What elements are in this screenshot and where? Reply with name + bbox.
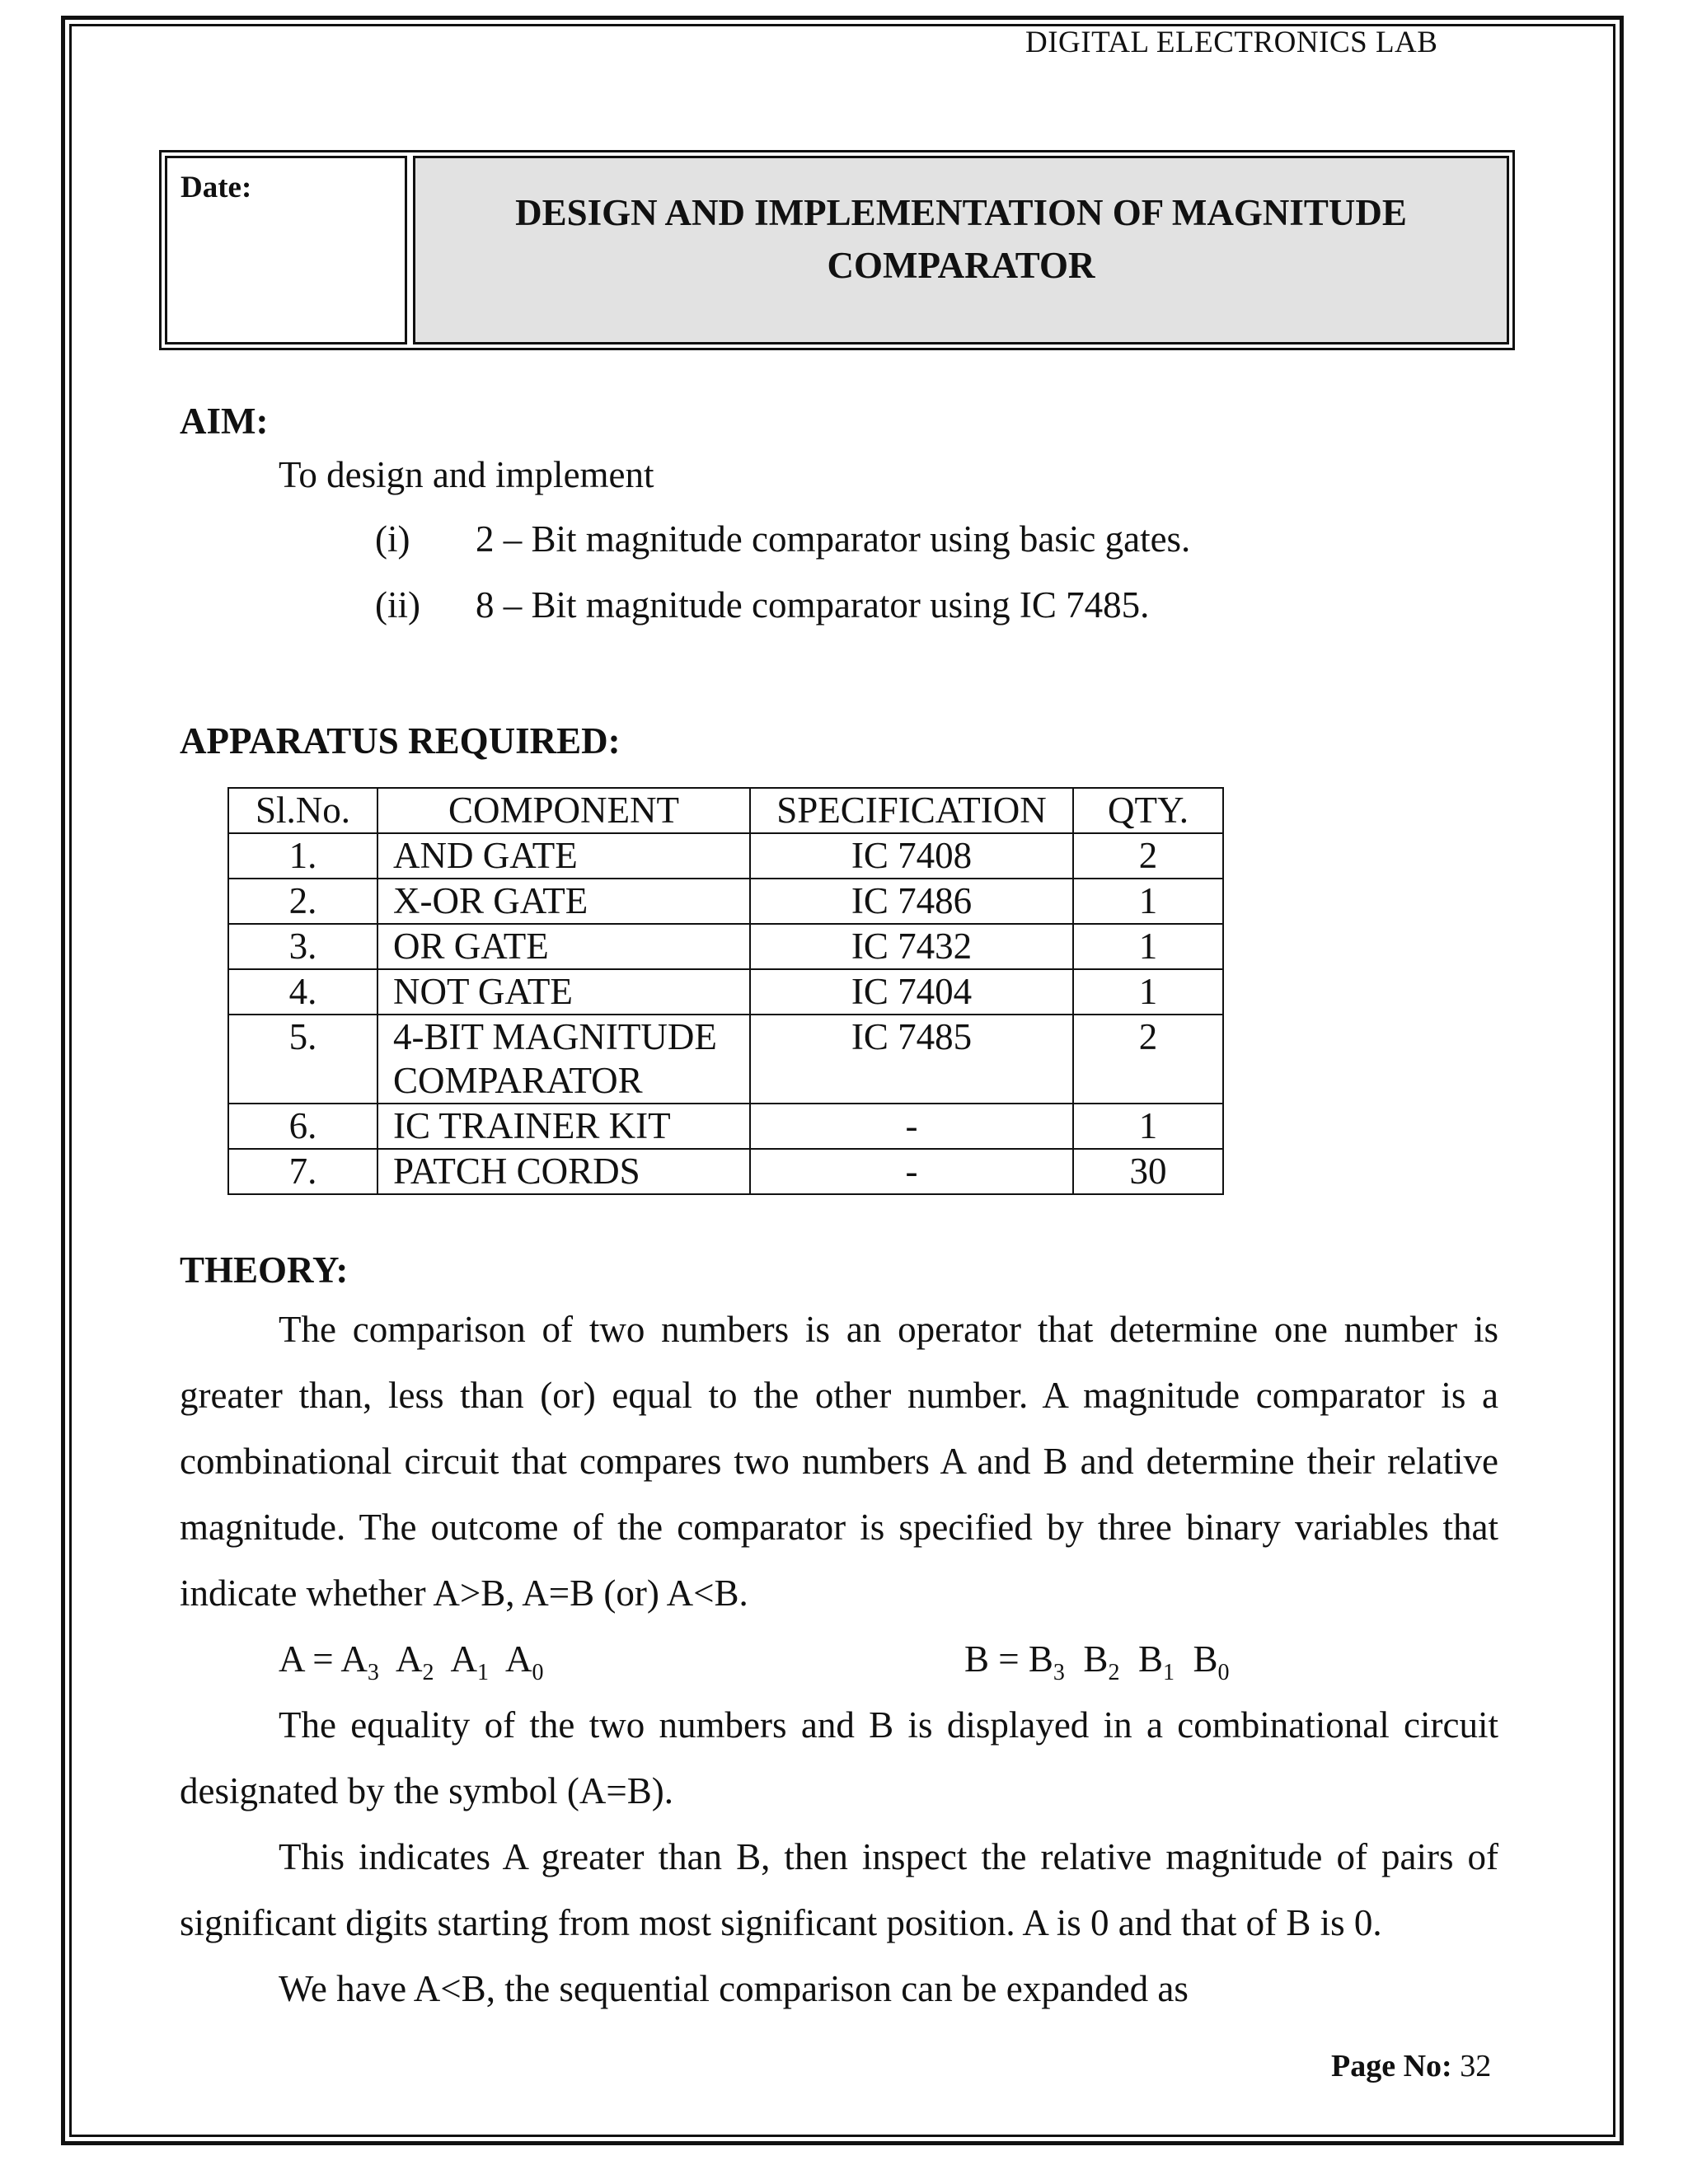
equation-a-lhs: A = A bbox=[279, 1638, 368, 1680]
title-cell bbox=[413, 156, 1509, 344]
table-row bbox=[228, 879, 1223, 924]
date-cell bbox=[165, 156, 407, 344]
subscript: 2 bbox=[422, 1660, 434, 1685]
experiment-title bbox=[515, 186, 1407, 292]
apparatus-table bbox=[227, 787, 1224, 1195]
cell-component-line-1: 4-BIT MAGNITUDE bbox=[393, 1016, 717, 1057]
cell-slno: 4. bbox=[228, 969, 377, 1015]
symbol: A bbox=[505, 1638, 532, 1680]
equation-b bbox=[964, 1626, 1229, 1706]
theory-paragraph: We have A<B, the sequential comparison can be expanded as bbox=[279, 1968, 1189, 2009]
running-head: DIGITAL ELECTRONICS LAB bbox=[1025, 26, 1438, 59]
aim-heading: AIM: bbox=[180, 401, 269, 442]
table-row bbox=[228, 1104, 1223, 1149]
cell-qty: 30 bbox=[1073, 1149, 1223, 1194]
aim-item-number: (ii) bbox=[375, 584, 420, 626]
aim-intro: To design and implement bbox=[279, 454, 654, 495]
table-row bbox=[228, 924, 1223, 969]
equation-row bbox=[180, 1626, 1498, 1692]
apparatus-heading: APPARATUS REQUIRED: bbox=[180, 720, 621, 762]
cell-slno: 7. bbox=[228, 1149, 377, 1194]
cell-component: X-OR GATE bbox=[377, 879, 750, 924]
cell-qty: 1 bbox=[1073, 969, 1223, 1015]
table-header-row bbox=[228, 788, 1223, 833]
title-line-2: COMPARATOR bbox=[827, 244, 1095, 286]
symbol: B bbox=[1137, 1638, 1163, 1680]
aim-item bbox=[375, 583, 1149, 626]
page-number-value: 32 bbox=[1460, 2049, 1492, 2083]
aim-item bbox=[375, 518, 1190, 560]
title-line-1: DESIGN AND IMPLEMENTATION OF MAGNITUDE bbox=[515, 191, 1407, 233]
theory-paragraph: The equality of the two numbers and B is displayed in a combinational circuit designated by the symbol (A=B). bbox=[180, 1704, 1498, 1811]
theory-paragraph: The comparison of two numbers is an operator that determine one number is greater than, less than (or) equal to the other number. A magnitude comparator is a combinational circuit that compares two numbers A and B and determine their relative magnitude. The outcome of the comparator is specified by three binary variables that indicate whether A>B, A=B (or) A<B. bbox=[180, 1309, 1498, 1614]
cell-component: NOT GATE bbox=[377, 969, 750, 1015]
subscript: 3 bbox=[1053, 1660, 1065, 1685]
cell-slno: 6. bbox=[228, 1104, 377, 1149]
title-box bbox=[159, 150, 1515, 350]
cell-specification: IC 7404 bbox=[750, 969, 1073, 1015]
cell-qty: 1 bbox=[1073, 924, 1223, 969]
cell-slno: 2. bbox=[228, 879, 377, 924]
aim-item-text: 2 – Bit magnitude comparator using basic gates. bbox=[476, 518, 1191, 560]
cell-specification: - bbox=[750, 1149, 1073, 1194]
cell-component: OR GATE bbox=[377, 924, 750, 969]
cell-specification: IC 7486 bbox=[750, 879, 1073, 924]
aim-item-number: (i) bbox=[375, 518, 410, 560]
subscript: 3 bbox=[367, 1660, 379, 1685]
subscript: 0 bbox=[532, 1660, 544, 1685]
column-header-qty: QTY. bbox=[1073, 788, 1223, 833]
subscript: 2 bbox=[1108, 1660, 1120, 1685]
cell-qty: 1 bbox=[1073, 879, 1223, 924]
column-header-specification: SPECIFICATION bbox=[750, 788, 1073, 833]
symbol: B bbox=[1193, 1638, 1218, 1680]
equation-a bbox=[279, 1626, 544, 1706]
cell-qty: 1 bbox=[1073, 1104, 1223, 1149]
cell-component bbox=[377, 1015, 750, 1104]
cell-component: IC TRAINER KIT bbox=[377, 1104, 750, 1149]
symbol: A bbox=[395, 1638, 423, 1680]
table-row bbox=[228, 1015, 1223, 1104]
cell-specification: - bbox=[750, 1104, 1073, 1149]
cell-component-line-2: COMPARATOR bbox=[393, 1060, 643, 1101]
table-row bbox=[228, 833, 1223, 879]
theory-body bbox=[180, 1296, 1498, 2022]
column-header-slno: Sl.No. bbox=[228, 788, 377, 833]
table-row bbox=[228, 969, 1223, 1015]
cell-qty: 2 bbox=[1073, 1015, 1223, 1104]
equation-b-lhs: B = B bbox=[964, 1638, 1053, 1680]
aim-item-text: 8 – Bit magnitude comparator using IC 7485. bbox=[476, 584, 1150, 626]
page-number bbox=[1331, 2048, 1491, 2084]
cell-slno: 5. bbox=[228, 1015, 377, 1104]
table-row bbox=[228, 1149, 1223, 1194]
cell-specification: IC 7485 bbox=[750, 1015, 1073, 1104]
page-number-label: Page No: bbox=[1331, 2049, 1452, 2083]
cell-slno: 1. bbox=[228, 833, 377, 879]
cell-component: PATCH CORDS bbox=[377, 1149, 750, 1194]
subscript: 0 bbox=[1217, 1660, 1230, 1685]
cell-component: AND GATE bbox=[377, 833, 750, 879]
cell-specification: IC 7432 bbox=[750, 924, 1073, 969]
cell-qty: 2 bbox=[1073, 833, 1223, 879]
symbol: B bbox=[1083, 1638, 1109, 1680]
subscript: 1 bbox=[476, 1660, 489, 1685]
cell-specification: IC 7408 bbox=[750, 833, 1073, 879]
theory-heading: THEORY: bbox=[180, 1249, 349, 1291]
cell-slno: 3. bbox=[228, 924, 377, 969]
theory-paragraph: This indicates A greater than B, then inspect the relative magnitude of pairs of significant digits starting from most significant position. A is 0 and that of B is 0. bbox=[180, 1836, 1498, 1943]
subscript: 1 bbox=[1162, 1660, 1175, 1685]
symbol: A bbox=[450, 1638, 477, 1680]
date-label: Date: bbox=[181, 171, 252, 204]
column-header-component: COMPONENT bbox=[377, 788, 750, 833]
